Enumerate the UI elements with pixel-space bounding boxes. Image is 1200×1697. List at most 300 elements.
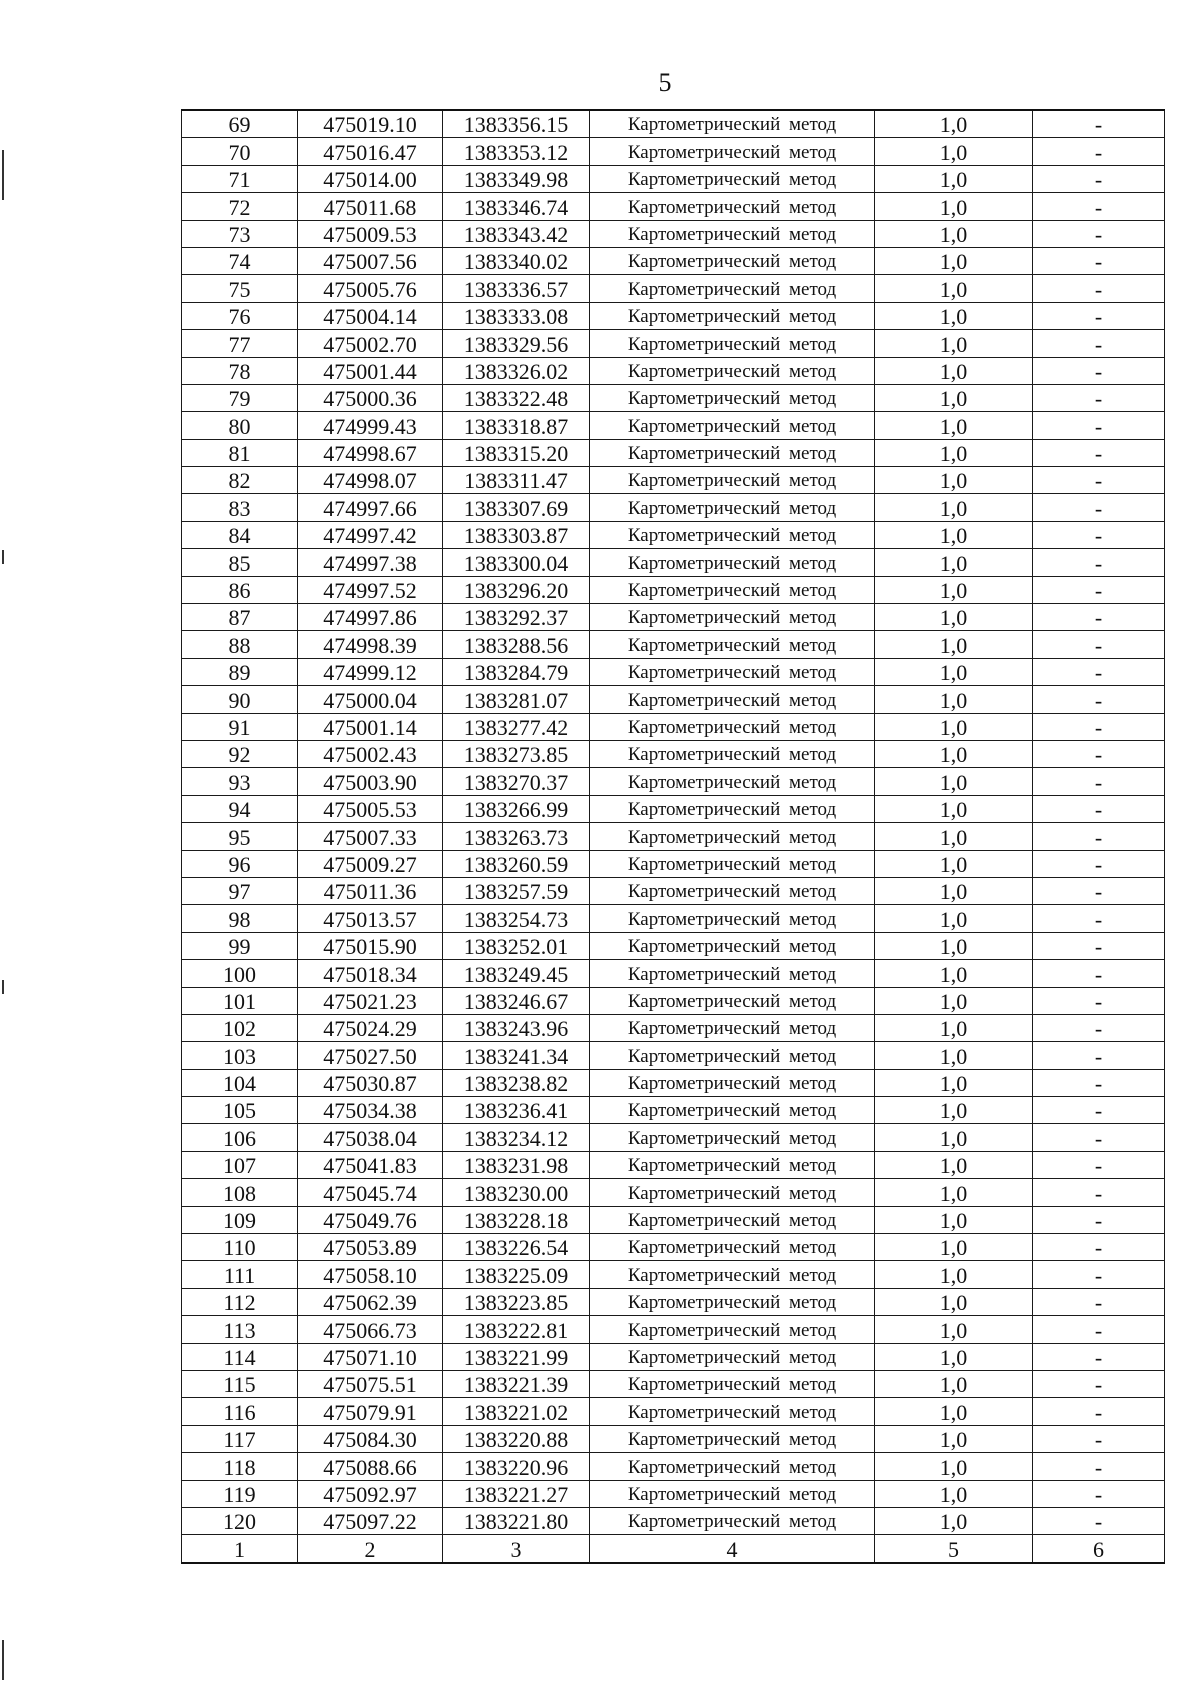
point-number-cell: 98 <box>182 905 298 932</box>
y-coordinate-cell: 1383220.96 <box>443 1453 590 1480</box>
point-number-cell: 89 <box>182 658 298 685</box>
point-number-cell: 108 <box>182 1179 298 1206</box>
description-cell: - <box>1033 165 1165 192</box>
x-coordinate-cell: 475002.70 <box>298 330 443 357</box>
point-number-cell: 115 <box>182 1370 298 1397</box>
x-coordinate-cell: 475016.47 <box>298 138 443 165</box>
y-coordinate-cell: 1383343.42 <box>443 220 590 247</box>
table-row <box>182 1261 1165 1288</box>
y-coordinate-cell: 1383225.09 <box>443 1261 590 1288</box>
table-row <box>182 1370 1165 1397</box>
method-cell: Картометрический метод <box>590 138 875 165</box>
description-cell: - <box>1033 439 1165 466</box>
method-cell: Картометрический метод <box>590 439 875 466</box>
method-cell: Картометрический метод <box>590 193 875 220</box>
description-cell: - <box>1033 604 1165 631</box>
point-number-cell: 69 <box>182 110 298 138</box>
x-coordinate-cell: 475019.10 <box>298 110 443 138</box>
point-number-cell: 84 <box>182 521 298 548</box>
table-row <box>182 932 1165 959</box>
description-cell: - <box>1033 932 1165 959</box>
y-coordinate-cell: 1383241.34 <box>443 1042 590 1069</box>
table-row <box>182 1151 1165 1178</box>
description-cell: - <box>1033 357 1165 384</box>
accuracy-cell: 1,0 <box>875 1234 1033 1261</box>
table-row <box>182 1206 1165 1233</box>
x-coordinate-cell: 475066.73 <box>298 1316 443 1343</box>
method-cell: Картометрический метод <box>590 1234 875 1261</box>
description-cell: - <box>1033 1014 1165 1041</box>
table-row <box>182 1480 1165 1507</box>
point-number-cell: 116 <box>182 1398 298 1425</box>
x-coordinate-cell: 475092.97 <box>298 1480 443 1507</box>
accuracy-cell: 1,0 <box>875 576 1033 603</box>
point-number-cell: 92 <box>182 740 298 767</box>
accuracy-cell: 1,0 <box>875 877 1033 904</box>
description-cell: - <box>1033 1453 1165 1480</box>
accuracy-cell: 1,0 <box>875 220 1033 247</box>
point-number-cell: 90 <box>182 686 298 713</box>
point-number-cell: 87 <box>182 604 298 631</box>
method-cell: Картометрический метод <box>590 1288 875 1315</box>
x-coordinate-cell: 475009.53 <box>298 220 443 247</box>
x-coordinate-cell: 475005.76 <box>298 275 443 302</box>
x-coordinate-cell: 475041.83 <box>298 1151 443 1178</box>
y-coordinate-cell: 1383329.56 <box>443 330 590 357</box>
description-cell: - <box>1033 850 1165 877</box>
y-coordinate-cell: 1383315.20 <box>443 439 590 466</box>
point-number-cell: 102 <box>182 1014 298 1041</box>
y-coordinate-cell: 1383349.98 <box>443 165 590 192</box>
table-row <box>182 960 1165 987</box>
point-number-cell: 100 <box>182 960 298 987</box>
accuracy-cell: 1,0 <box>875 1014 1033 1041</box>
y-coordinate-cell: 1383307.69 <box>443 494 590 521</box>
x-coordinate-cell: 474997.52 <box>298 576 443 603</box>
accuracy-cell: 1,0 <box>875 494 1033 521</box>
x-coordinate-cell: 474999.12 <box>298 658 443 685</box>
method-cell: Картометрический метод <box>590 987 875 1014</box>
description-cell: - <box>1033 1234 1165 1261</box>
table-row <box>182 740 1165 767</box>
x-coordinate-cell: 475058.10 <box>298 1261 443 1288</box>
x-coordinate-cell: 475005.53 <box>298 795 443 822</box>
x-coordinate-cell: 474997.66 <box>298 494 443 521</box>
x-coordinate-cell: 474997.86 <box>298 604 443 631</box>
y-coordinate-cell: 1383221.80 <box>443 1507 590 1534</box>
description-cell: - <box>1033 877 1165 904</box>
method-cell: Картометрический метод <box>590 247 875 274</box>
y-coordinate-cell: 1383311.47 <box>443 467 590 494</box>
accuracy-cell: 1,0 <box>875 987 1033 1014</box>
column-number-cell: 6 <box>1033 1535 1165 1564</box>
y-coordinate-cell: 1383222.81 <box>443 1316 590 1343</box>
y-coordinate-cell: 1383228.18 <box>443 1206 590 1233</box>
accuracy-cell: 1,0 <box>875 1179 1033 1206</box>
y-coordinate-cell: 1383226.54 <box>443 1234 590 1261</box>
y-coordinate-cell: 1383333.08 <box>443 302 590 329</box>
method-cell: Картометрический метод <box>590 467 875 494</box>
accuracy-cell: 1,0 <box>875 275 1033 302</box>
accuracy-cell: 1,0 <box>875 330 1033 357</box>
y-coordinate-cell: 1383249.45 <box>443 960 590 987</box>
x-coordinate-cell: 475053.89 <box>298 1234 443 1261</box>
table-row <box>182 877 1165 904</box>
table-row <box>182 412 1165 439</box>
table-row <box>182 1042 1165 1069</box>
y-coordinate-cell: 1383223.85 <box>443 1288 590 1315</box>
x-coordinate-cell: 475014.00 <box>298 165 443 192</box>
method-cell: Картометрический метод <box>590 768 875 795</box>
description-cell: - <box>1033 138 1165 165</box>
description-cell: - <box>1033 987 1165 1014</box>
description-cell: - <box>1033 740 1165 767</box>
point-number-cell: 94 <box>182 795 298 822</box>
table-row <box>182 439 1165 466</box>
column-number-cell: 1 <box>182 1535 298 1564</box>
description-cell: - <box>1033 1042 1165 1069</box>
method-cell: Картометрический метод <box>590 549 875 576</box>
accuracy-cell: 1,0 <box>875 631 1033 658</box>
table-row <box>182 658 1165 685</box>
description-cell: - <box>1033 1151 1165 1178</box>
coordinates-table <box>181 109 1165 1564</box>
point-number-cell: 81 <box>182 439 298 466</box>
description-cell: - <box>1033 247 1165 274</box>
y-coordinate-cell: 1383353.12 <box>443 138 590 165</box>
description-cell: - <box>1033 658 1165 685</box>
y-coordinate-cell: 1383292.37 <box>443 604 590 631</box>
point-number-cell: 75 <box>182 275 298 302</box>
accuracy-cell: 1,0 <box>875 658 1033 685</box>
table-row <box>182 1425 1165 1452</box>
accuracy-cell: 1,0 <box>875 247 1033 274</box>
point-number-cell: 109 <box>182 1206 298 1233</box>
y-coordinate-cell: 1383220.88 <box>443 1425 590 1452</box>
method-cell: Картометрический метод <box>590 1097 875 1124</box>
point-number-cell: 104 <box>182 1069 298 1096</box>
method-cell: Картометрический метод <box>590 713 875 740</box>
method-cell: Картометрический метод <box>590 905 875 932</box>
x-coordinate-cell: 474998.39 <box>298 631 443 658</box>
column-number-cell: 5 <box>875 1535 1033 1564</box>
y-coordinate-cell: 1383266.99 <box>443 795 590 822</box>
point-number-cell: 76 <box>182 302 298 329</box>
description-cell: - <box>1033 1179 1165 1206</box>
method-cell: Картометрический метод <box>590 850 875 877</box>
point-number-cell: 93 <box>182 768 298 795</box>
x-coordinate-cell: 475001.14 <box>298 713 443 740</box>
y-coordinate-cell: 1383277.42 <box>443 713 590 740</box>
point-number-cell: 110 <box>182 1234 298 1261</box>
accuracy-cell: 1,0 <box>875 740 1033 767</box>
y-coordinate-cell: 1383281.07 <box>443 686 590 713</box>
y-coordinate-cell: 1383322.48 <box>443 384 590 411</box>
y-coordinate-cell: 1383296.20 <box>443 576 590 603</box>
table-row <box>182 275 1165 302</box>
description-cell: - <box>1033 275 1165 302</box>
accuracy-cell: 1,0 <box>875 1042 1033 1069</box>
description-cell: - <box>1033 1206 1165 1233</box>
method-cell: Картометрический метод <box>590 220 875 247</box>
table-row <box>182 549 1165 576</box>
scan-mark <box>2 550 4 564</box>
accuracy-cell: 1,0 <box>875 932 1033 959</box>
table-row <box>182 768 1165 795</box>
table-row <box>182 1014 1165 1041</box>
y-coordinate-cell: 1383234.12 <box>443 1124 590 1151</box>
method-cell: Картометрический метод <box>590 357 875 384</box>
accuracy-cell: 1,0 <box>875 412 1033 439</box>
scan-mark <box>2 1640 4 1680</box>
accuracy-cell: 1,0 <box>875 521 1033 548</box>
method-cell: Картометрический метод <box>590 960 875 987</box>
y-coordinate-cell: 1383238.82 <box>443 1069 590 1096</box>
x-coordinate-cell: 475011.68 <box>298 193 443 220</box>
column-number-cell: 2 <box>298 1535 443 1564</box>
description-cell: - <box>1033 1398 1165 1425</box>
y-coordinate-cell: 1383356.15 <box>443 110 590 138</box>
x-coordinate-cell: 474997.42 <box>298 521 443 548</box>
accuracy-cell: 1,0 <box>875 1480 1033 1507</box>
table-row <box>182 686 1165 713</box>
method-cell: Картометрический метод <box>590 1343 875 1370</box>
y-coordinate-cell: 1383231.98 <box>443 1151 590 1178</box>
table-row <box>182 631 1165 658</box>
description-cell: - <box>1033 1288 1165 1315</box>
accuracy-cell: 1,0 <box>875 1425 1033 1452</box>
method-cell: Картометрический метод <box>590 823 875 850</box>
point-number-cell: 77 <box>182 330 298 357</box>
method-cell: Картометрический метод <box>590 275 875 302</box>
method-cell: Картометрический метод <box>590 1425 875 1452</box>
y-coordinate-cell: 1383318.87 <box>443 412 590 439</box>
x-coordinate-cell: 475011.36 <box>298 877 443 904</box>
point-number-cell: 111 <box>182 1261 298 1288</box>
description-cell: - <box>1033 768 1165 795</box>
table-row <box>182 1069 1165 1096</box>
y-coordinate-cell: 1383336.57 <box>443 275 590 302</box>
description-cell: - <box>1033 1425 1165 1452</box>
table-row <box>182 713 1165 740</box>
accuracy-cell: 1,0 <box>875 905 1033 932</box>
table-row <box>182 193 1165 220</box>
description-cell: - <box>1033 330 1165 357</box>
x-coordinate-cell: 475024.29 <box>298 1014 443 1041</box>
method-cell: Картометрический метод <box>590 110 875 138</box>
accuracy-cell: 1,0 <box>875 1316 1033 1343</box>
point-number-cell: 96 <box>182 850 298 877</box>
table-row <box>182 850 1165 877</box>
x-coordinate-cell: 475079.91 <box>298 1398 443 1425</box>
description-cell: - <box>1033 193 1165 220</box>
point-number-cell: 112 <box>182 1288 298 1315</box>
accuracy-cell: 1,0 <box>875 850 1033 877</box>
description-cell: - <box>1033 521 1165 548</box>
point-number-cell: 85 <box>182 549 298 576</box>
accuracy-cell: 1,0 <box>875 302 1033 329</box>
method-cell: Картометрический метод <box>590 302 875 329</box>
table-row <box>182 987 1165 1014</box>
method-cell: Картометрический метод <box>590 1124 875 1151</box>
accuracy-cell: 1,0 <box>875 823 1033 850</box>
description-cell: - <box>1033 795 1165 822</box>
y-coordinate-cell: 1383254.73 <box>443 905 590 932</box>
description-cell: - <box>1033 960 1165 987</box>
accuracy-cell: 1,0 <box>875 795 1033 822</box>
y-coordinate-cell: 1383246.67 <box>443 987 590 1014</box>
accuracy-cell: 1,0 <box>875 960 1033 987</box>
table-row <box>182 1507 1165 1534</box>
method-cell: Картометрический метод <box>590 795 875 822</box>
point-number-cell: 83 <box>182 494 298 521</box>
accuracy-cell: 1,0 <box>875 193 1033 220</box>
point-number-cell: 79 <box>182 384 298 411</box>
description-cell: - <box>1033 412 1165 439</box>
scan-mark <box>2 980 4 994</box>
method-cell: Картометрический метод <box>590 1179 875 1206</box>
description-cell: - <box>1033 1069 1165 1096</box>
accuracy-cell: 1,0 <box>875 1261 1033 1288</box>
point-number-cell: 78 <box>182 357 298 384</box>
y-coordinate-cell: 1383303.87 <box>443 521 590 548</box>
x-coordinate-cell: 475034.38 <box>298 1097 443 1124</box>
description-cell: - <box>1033 384 1165 411</box>
point-number-cell: 120 <box>182 1507 298 1534</box>
y-coordinate-cell: 1383326.02 <box>443 357 590 384</box>
point-number-cell: 119 <box>182 1480 298 1507</box>
method-cell: Картометрический метод <box>590 330 875 357</box>
method-cell: Картометрический метод <box>590 494 875 521</box>
point-number-cell: 82 <box>182 467 298 494</box>
x-coordinate-cell: 475075.51 <box>298 1370 443 1397</box>
accuracy-cell: 1,0 <box>875 549 1033 576</box>
y-coordinate-cell: 1383230.00 <box>443 1179 590 1206</box>
accuracy-cell: 1,0 <box>875 165 1033 192</box>
table-row <box>182 247 1165 274</box>
y-coordinate-cell: 1383221.02 <box>443 1398 590 1425</box>
point-number-cell: 114 <box>182 1343 298 1370</box>
accuracy-cell: 1,0 <box>875 768 1033 795</box>
accuracy-cell: 1,0 <box>875 1124 1033 1151</box>
description-cell: - <box>1033 110 1165 138</box>
method-cell: Картометрический метод <box>590 1398 875 1425</box>
page-number: 5 <box>658 68 672 97</box>
x-coordinate-cell: 475004.14 <box>298 302 443 329</box>
x-coordinate-cell: 475030.87 <box>298 1069 443 1096</box>
x-coordinate-cell: 475062.39 <box>298 1288 443 1315</box>
method-cell: Картометрический метод <box>590 521 875 548</box>
accuracy-cell: 1,0 <box>875 138 1033 165</box>
accuracy-cell: 1,0 <box>875 1343 1033 1370</box>
point-number-cell: 105 <box>182 1097 298 1124</box>
scan-mark <box>2 150 4 200</box>
x-coordinate-cell: 475038.04 <box>298 1124 443 1151</box>
point-number-cell: 91 <box>182 713 298 740</box>
method-cell: Картометрический метод <box>590 631 875 658</box>
accuracy-cell: 1,0 <box>875 1151 1033 1178</box>
coordinates-table-body <box>182 110 1165 1563</box>
method-cell: Картометрический метод <box>590 576 875 603</box>
description-cell: - <box>1033 905 1165 932</box>
table-row <box>182 1234 1165 1261</box>
point-number-cell: 88 <box>182 631 298 658</box>
method-cell: Картометрический метод <box>590 1453 875 1480</box>
description-cell: - <box>1033 631 1165 658</box>
description-cell: - <box>1033 549 1165 576</box>
y-coordinate-cell: 1383243.96 <box>443 1014 590 1041</box>
accuracy-cell: 1,0 <box>875 1453 1033 1480</box>
description-cell: - <box>1033 1507 1165 1534</box>
point-number-cell: 80 <box>182 412 298 439</box>
point-number-cell: 70 <box>182 138 298 165</box>
point-number-cell: 103 <box>182 1042 298 1069</box>
table-row <box>182 823 1165 850</box>
accuracy-cell: 1,0 <box>875 1097 1033 1124</box>
point-number-cell: 86 <box>182 576 298 603</box>
y-coordinate-cell: 1383221.27 <box>443 1480 590 1507</box>
table-row <box>182 494 1165 521</box>
y-coordinate-cell: 1383236.41 <box>443 1097 590 1124</box>
column-number-cell: 3 <box>443 1535 590 1564</box>
x-coordinate-cell: 474999.43 <box>298 412 443 439</box>
method-cell: Картометрический метод <box>590 1014 875 1041</box>
x-coordinate-cell: 475000.04 <box>298 686 443 713</box>
x-coordinate-cell: 475007.56 <box>298 247 443 274</box>
table-row <box>182 1288 1165 1315</box>
y-coordinate-cell: 1383221.39 <box>443 1370 590 1397</box>
y-coordinate-cell: 1383340.02 <box>443 247 590 274</box>
y-coordinate-cell: 1383252.01 <box>443 932 590 959</box>
x-coordinate-cell: 475009.27 <box>298 850 443 877</box>
method-cell: Картометрический метод <box>590 740 875 767</box>
table-row <box>182 1097 1165 1124</box>
method-cell: Картометрический метод <box>590 658 875 685</box>
accuracy-cell: 1,0 <box>875 686 1033 713</box>
point-number-cell: 101 <box>182 987 298 1014</box>
y-coordinate-cell: 1383284.79 <box>443 658 590 685</box>
accuracy-cell: 1,0 <box>875 384 1033 411</box>
point-number-cell: 99 <box>182 932 298 959</box>
table-row <box>182 138 1165 165</box>
x-coordinate-cell: 475088.66 <box>298 1453 443 1480</box>
y-coordinate-cell: 1383346.74 <box>443 193 590 220</box>
x-coordinate-cell: 475018.34 <box>298 960 443 987</box>
point-number-cell: 107 <box>182 1151 298 1178</box>
y-coordinate-cell: 1383300.04 <box>443 549 590 576</box>
accuracy-cell: 1,0 <box>875 467 1033 494</box>
method-cell: Картометрический метод <box>590 1206 875 1233</box>
y-coordinate-cell: 1383260.59 <box>443 850 590 877</box>
table-row <box>182 521 1165 548</box>
accuracy-cell: 1,0 <box>875 713 1033 740</box>
point-number-cell: 113 <box>182 1316 298 1343</box>
accuracy-cell: 1,0 <box>875 439 1033 466</box>
method-cell: Картометрический метод <box>590 1316 875 1343</box>
point-number-cell: 97 <box>182 877 298 904</box>
description-cell: - <box>1033 1343 1165 1370</box>
table-row <box>182 165 1165 192</box>
accuracy-cell: 1,0 <box>875 1069 1033 1096</box>
table-row <box>182 220 1165 247</box>
method-cell: Картометрический метод <box>590 1480 875 1507</box>
method-cell: Картометрический метод <box>590 932 875 959</box>
x-coordinate-cell: 475071.10 <box>298 1343 443 1370</box>
y-coordinate-cell: 1383257.59 <box>443 877 590 904</box>
point-number-cell: 95 <box>182 823 298 850</box>
method-cell: Картометрический метод <box>590 165 875 192</box>
point-number-cell: 118 <box>182 1453 298 1480</box>
